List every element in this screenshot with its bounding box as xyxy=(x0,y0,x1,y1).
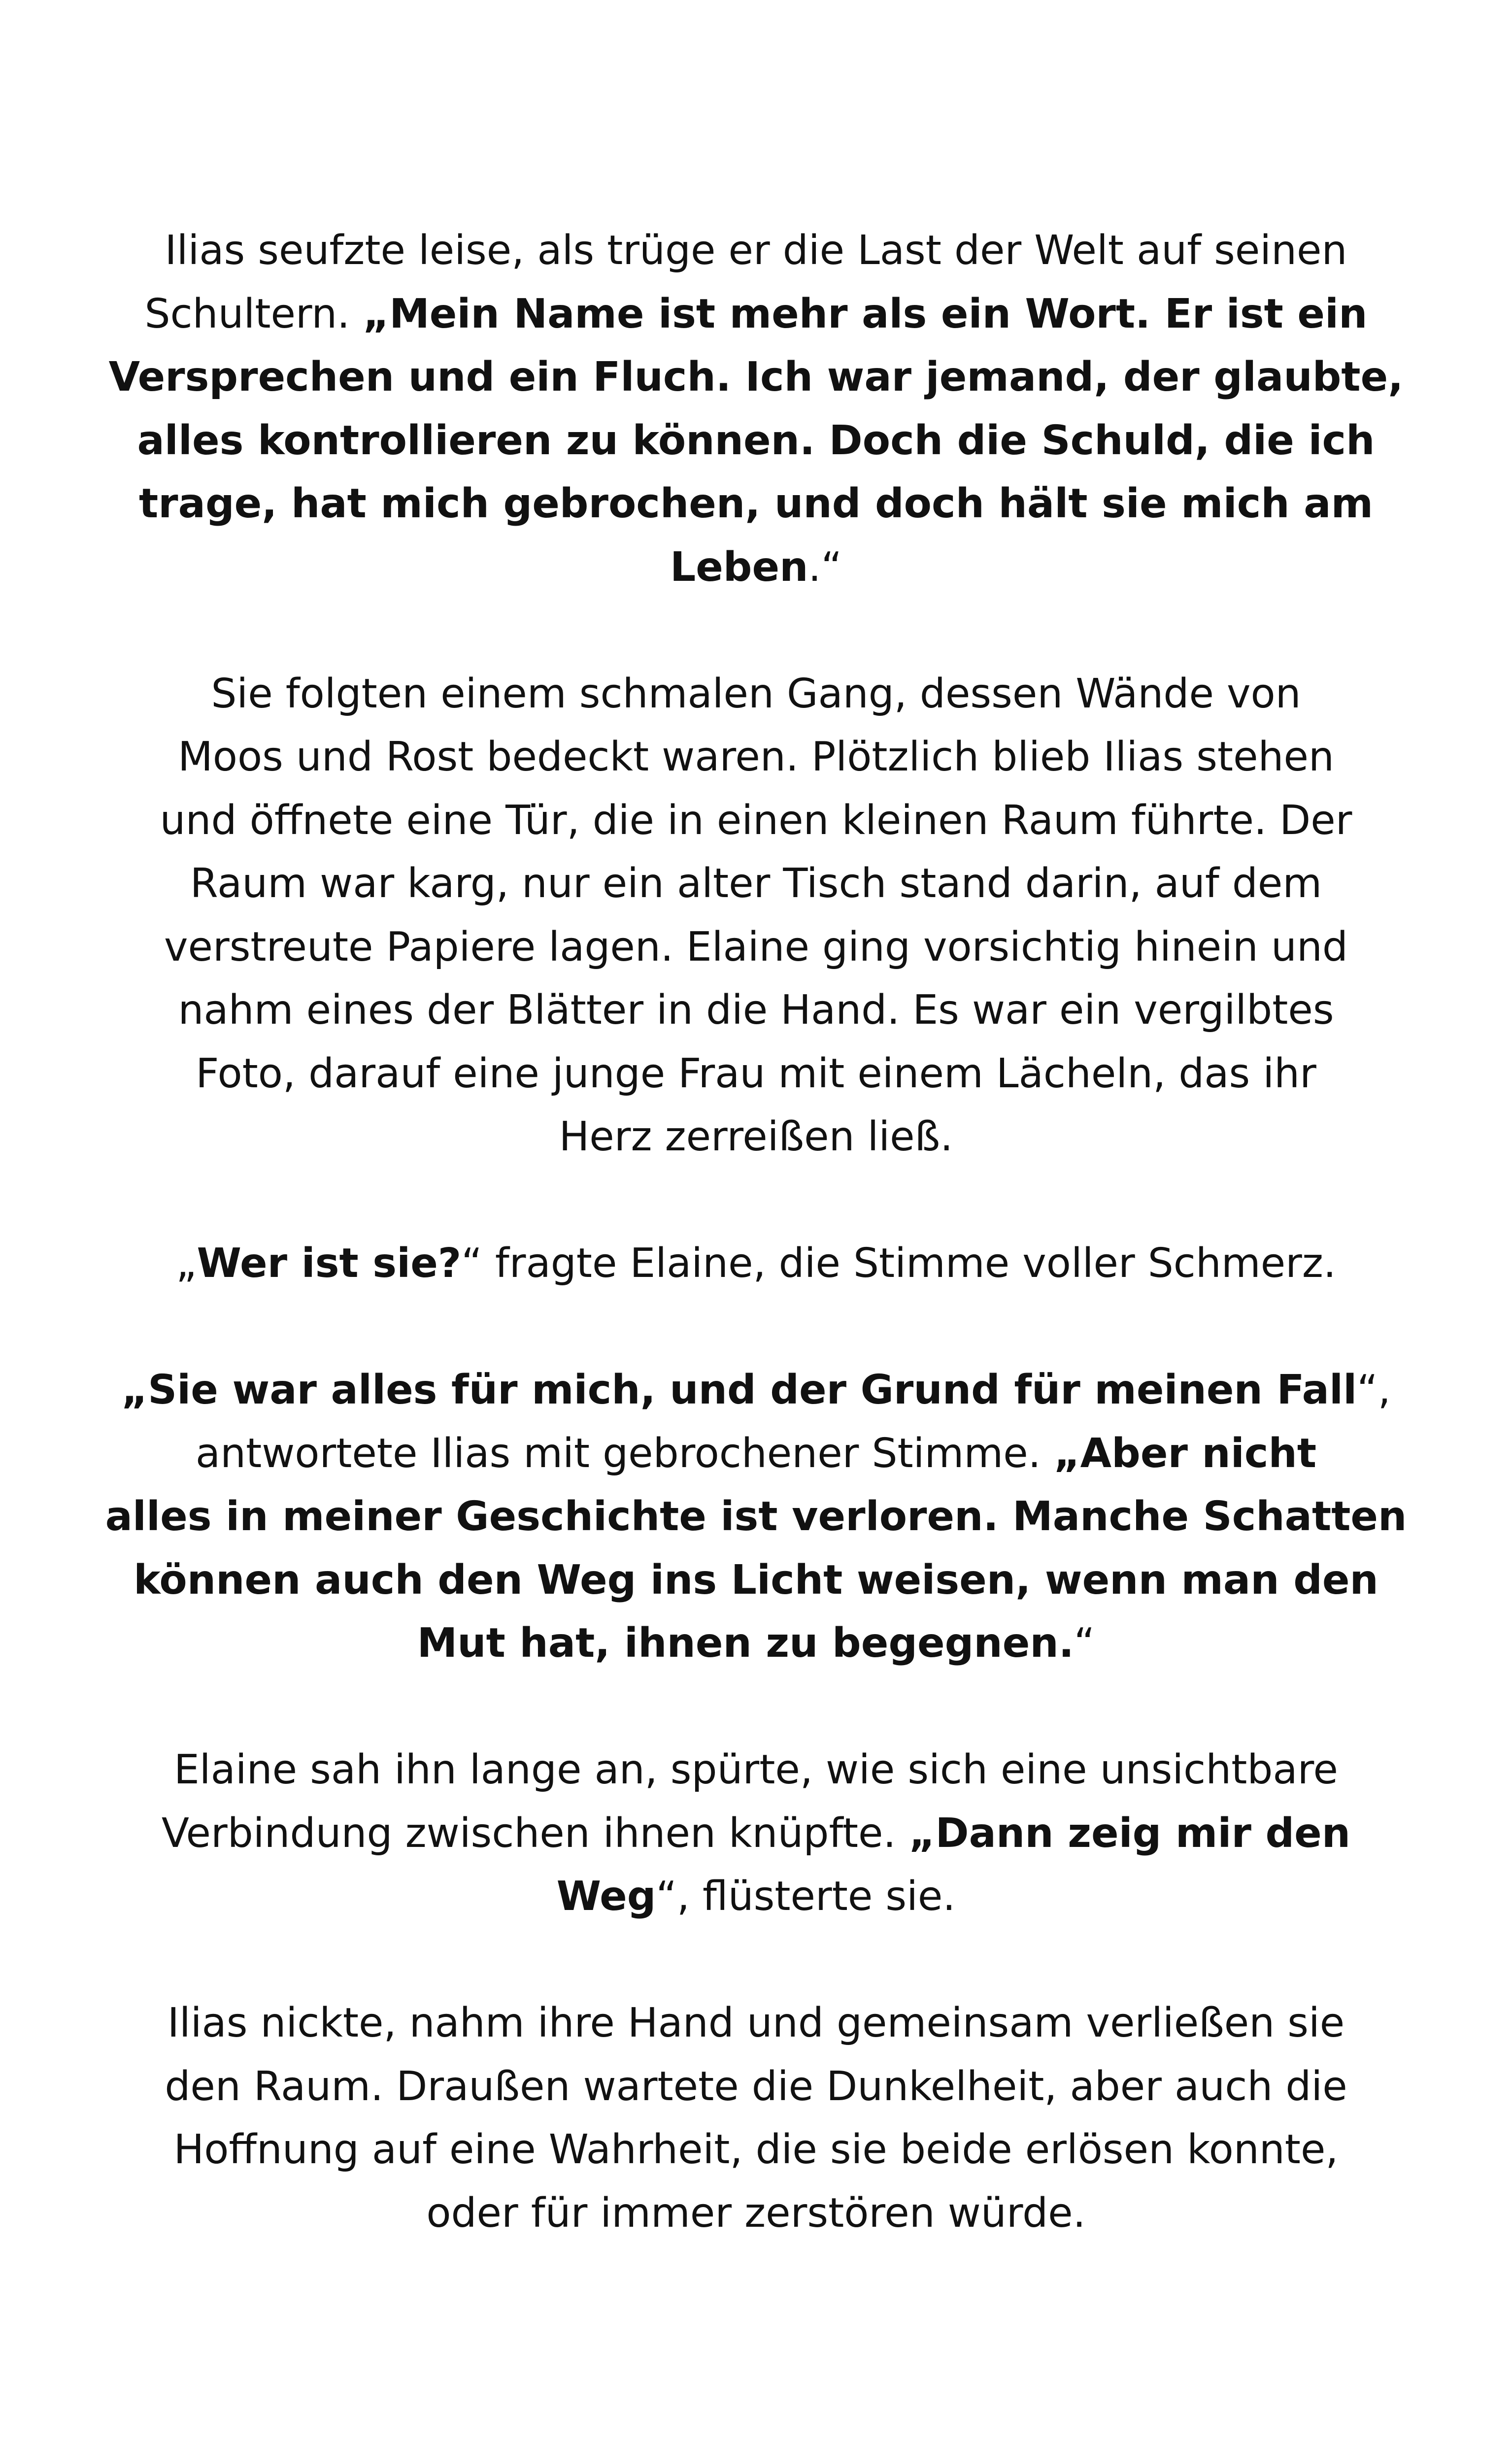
narrative-text: nahm eines der Blätter in die Hand. Es war ein vergilbtes xyxy=(178,987,1334,1034)
narrative-text: Raum war karg, nur ein alter Tisch stand darin, auf dem xyxy=(190,860,1322,907)
narrative-text: “ xyxy=(1074,1620,1095,1667)
story-text xyxy=(99,219,1413,2245)
narrative-text: “ fragte Elaine, die Stimme voller Schmerz. xyxy=(461,1240,1336,1287)
narrative-text: “, flüsterte sie. xyxy=(656,1873,956,1920)
text-line xyxy=(99,852,1413,916)
text-line xyxy=(99,219,1413,283)
bold-dialogue-text: alles kontrollieren zu können. Doch die Schuld, die ich xyxy=(137,417,1375,464)
narrative-text: Sie folgten einem schmalen Gang, dessen Wände von xyxy=(211,670,1301,717)
narrative-text: Moos und Rost bedeckt waren. Plötzlich blieb Ilias stehen xyxy=(178,734,1334,780)
narrative-text: „ xyxy=(176,1240,197,1287)
narrative-text: oder für immer zerstören würde. xyxy=(426,2189,1086,2237)
text-line xyxy=(99,1549,1413,1612)
bold-dialogue-text: „Dann zeig mir den xyxy=(908,1809,1351,1857)
text-line xyxy=(99,979,1413,1042)
text-line xyxy=(99,346,1413,409)
bold-dialogue-text: „Sie war alles für mich, und der Grund für meinen Fall xyxy=(121,1367,1357,1413)
text-line xyxy=(99,536,1413,600)
paragraph xyxy=(99,1992,1413,2245)
bold-dialogue-text: Leben xyxy=(670,543,808,591)
bold-dialogue-text: trage, hat mich gebrochen, und doch hält sie mich am xyxy=(138,480,1374,527)
text-line xyxy=(99,916,1413,979)
narrative-text: Ilias seufzte leise, als trüge er die Last der Welt auf seinen xyxy=(165,227,1347,274)
text-line xyxy=(99,663,1413,726)
text-line xyxy=(99,1422,1413,1486)
text-line xyxy=(99,1992,1413,2055)
bold-dialogue-text: Weg xyxy=(556,1873,656,1920)
bold-dialogue-text: können auch den Weg ins Licht weisen, wenn man den xyxy=(134,1556,1378,1604)
narrative-text: antwortete Ilias mit gebrochener Stimme. xyxy=(195,1430,1054,1477)
narrative-text: Foto, darauf eine junge Frau mit einem Lächeln, das ihr xyxy=(196,1050,1316,1097)
narrative-text: Verbindung zwischen ihnen knüpfte. xyxy=(161,1809,909,1857)
text-line xyxy=(99,726,1413,789)
paragraph xyxy=(99,1359,1413,1675)
narrative-text: .“ xyxy=(808,543,842,591)
bold-dialogue-text: „Mein Name ist mehr als ein Wort. Er ist ein xyxy=(363,290,1368,337)
paragraph xyxy=(99,663,1413,1169)
text-line xyxy=(99,789,1413,853)
text-line xyxy=(99,1232,1413,1296)
text-line xyxy=(99,2118,1413,2182)
narrative-text: “, xyxy=(1357,1367,1391,1413)
narrative-text: Elaine sah ihn lange an, spürte, wie sich eine unsichtbare xyxy=(173,1746,1339,1793)
narrative-text: und öffnete eine Tür, die in einen kleinen Raum führte. Der xyxy=(160,797,1352,844)
text-line xyxy=(99,1105,1413,1169)
bold-dialogue-text: Versprechen und ein Fluch. Ich war jemand, der glaubte, xyxy=(108,354,1404,401)
narrative-text: Herz zerreißen ließ. xyxy=(559,1113,953,1160)
text-line xyxy=(99,472,1413,536)
text-line xyxy=(99,2182,1413,2245)
narrative-text: Hoffnung auf eine Wahrheit, die sie beide erlösen konnte, xyxy=(173,2126,1339,2173)
bold-dialogue-text: alles in meiner Geschichte ist verloren. Manche Schatten xyxy=(105,1493,1407,1540)
bold-dialogue-text: Wer ist sie? xyxy=(197,1240,462,1287)
paragraph xyxy=(99,1232,1413,1296)
text-line xyxy=(99,1612,1413,1675)
narrative-text: Schultern. xyxy=(144,290,363,337)
text-line xyxy=(99,1359,1413,1422)
bold-dialogue-text: „Aber nicht xyxy=(1053,1430,1317,1477)
narrative-text: den Raum. Draußen wartete die Dunkelheit, aber auch die xyxy=(165,2063,1347,2110)
text-line xyxy=(99,1802,1413,1866)
paragraph xyxy=(99,1739,1413,1929)
text-line xyxy=(99,409,1413,473)
paragraph xyxy=(99,219,1413,599)
narrative-text: Ilias nickte, nahm ihre Hand und gemeinsam verließen sie xyxy=(167,2000,1345,2046)
text-line xyxy=(99,1485,1413,1549)
text-line xyxy=(99,1865,1413,1929)
text-line xyxy=(99,2055,1413,2119)
text-line xyxy=(99,283,1413,346)
narrative-text: verstreute Papiere lagen. Elaine ging vorsichtig hinein und xyxy=(164,923,1348,971)
text-line xyxy=(99,1739,1413,1802)
bold-dialogue-text: Mut hat, ihnen zu begegnen. xyxy=(417,1620,1074,1667)
text-line xyxy=(99,1042,1413,1106)
